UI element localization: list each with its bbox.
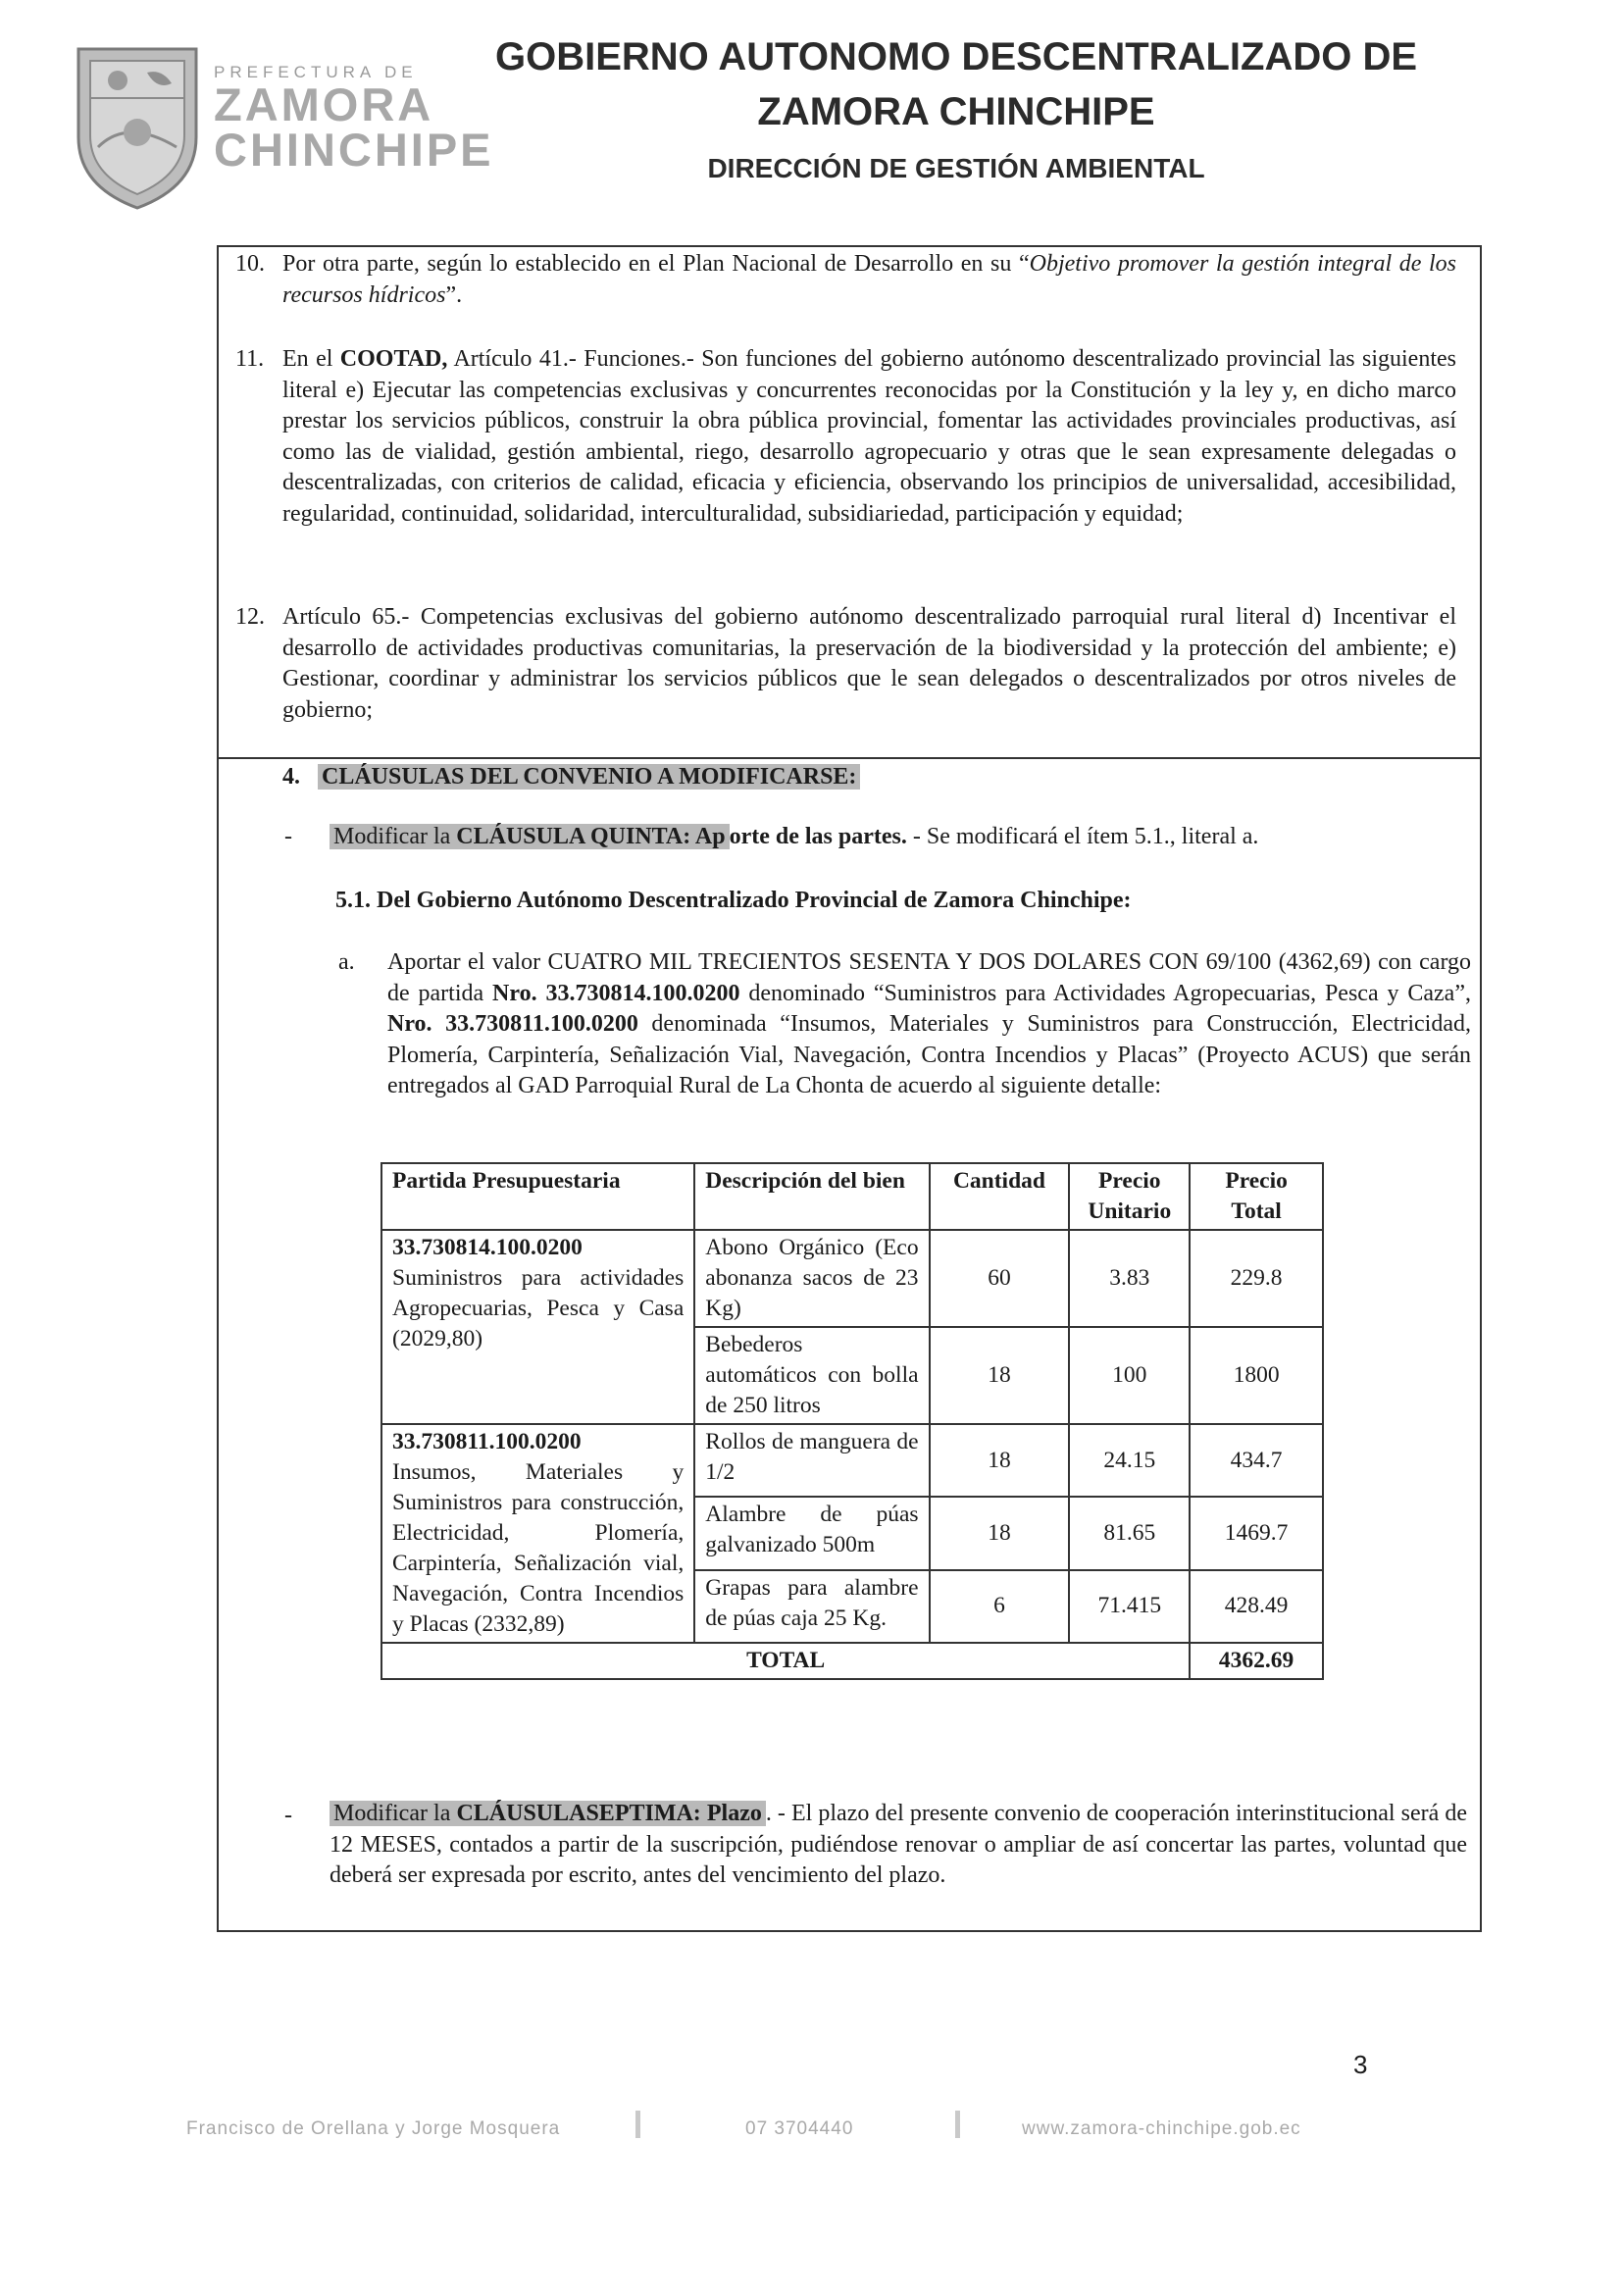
clause-5-dash: - xyxy=(284,824,292,849)
header-precio-unitario: Precio Unitario xyxy=(1069,1163,1190,1230)
unit-price-cell: 71.415 xyxy=(1069,1570,1190,1643)
desc-cell: Bebederos automáticos con bolla de 250 litros xyxy=(694,1327,929,1424)
letter-a: a. xyxy=(338,949,355,975)
partida-desc: Insumos, Materiales y Suministros para construcción, Electricidad, Plomería, Carpintería, Señalización vial, Navegación, Contra Incendios y Placas (2332,89) xyxy=(392,1459,685,1637)
title-line-2: ZAMORA CHINCHIPE xyxy=(757,90,1155,133)
document-subtitle: DIRECCIÓN DE GESTIÓN AMBIENTAL xyxy=(707,153,1205,183)
header-cantidad: Cantidad xyxy=(930,1163,1070,1230)
footer-separator xyxy=(635,2111,640,2138)
clause-5-hl-bold: CLÁUSULA QUINTA: Ap xyxy=(456,824,726,849)
qty-cell: 60 xyxy=(930,1230,1070,1327)
document-title xyxy=(461,29,1451,139)
unit-price-cell: 81.65 xyxy=(1069,1497,1190,1569)
qty-cell: 18 xyxy=(930,1424,1070,1497)
clause-7-hl-bold: CLÁUSULASEPTIMA: Plazo xyxy=(456,1801,762,1826)
item-12 xyxy=(235,602,1456,726)
logo-line-1: ZAMORA xyxy=(214,78,434,130)
item-text: Artículo 65.- Competencias exclusivas del gobierno autónomo descentralizado parroquial rural literal d) Incentivar el desarrollo de actividades productivas comunitarias, la preservación de la biodiversidad y la protección del ambiente; e) Gestionar, coordinar y administrar los servicios públicos que le sean delegados o descentralizados por otros niveles de gobierno; xyxy=(282,604,1456,723)
clause-5-paragraph xyxy=(387,947,1471,1102)
total-price-cell: 229.8 xyxy=(1190,1230,1323,1327)
partida-cell-1 xyxy=(381,1230,694,1424)
item-text-b: Artículo 41.- Funciones.- Son funciones del gobierno autónomo descentralizado provincial las siguientes literal e) Ejecutar las competencias exclusivas y concurrentes reconocidas por la Constitución y la ley y, en dicho marco prestar los servicios públicos, construir la obra pública provincial, fomentar las actividades provinciales productivas, así como las de vialidad, gestión ambiental, riego, desarrollo agropecuario y otras que le sean expresamente delegadas o descentralizadas, con criterios de calidad, eficacia y eficiencia, observando los principios de universalidad, accesibilidad, regularidad, continuidad, solidaridad, interculturalidad, subsidiariedad, participación y equidad; xyxy=(282,346,1456,527)
qty-cell: 18 xyxy=(930,1497,1070,1569)
item-number: 11. xyxy=(235,346,265,372)
item-text xyxy=(282,249,1456,311)
header-partida: Partida Presupuestaria xyxy=(381,1163,694,1230)
subheading-5-1: 5.1. Del Gobierno Autónomo Descentralizado Provincial de Zamora Chinchipe: xyxy=(335,888,1132,913)
partida-1: Nro. 33.730814.100.0200 xyxy=(492,980,740,1006)
item-text-italic: Objetivo promover la gestión integral de los recursos hídricos xyxy=(282,251,1456,308)
item-text-b: ”. xyxy=(445,281,463,308)
budget-detail-table xyxy=(381,1162,1324,1680)
qty-cell: 6 xyxy=(930,1570,1070,1643)
section-4-heading xyxy=(282,762,860,792)
frame-divider xyxy=(217,757,1482,759)
partida-2: Nro. 33.730811.100.0200 xyxy=(387,1011,638,1037)
clause-7-highlight xyxy=(330,1801,766,1826)
table-row xyxy=(381,1230,1323,1327)
footer-website: www.zamora-chinchipe.gob.ec xyxy=(1022,2118,1301,2139)
footer-phone: 07 3704440 xyxy=(745,2118,854,2139)
para-c: denominada “Insumos, Materiales y Suministros para Construcción, Electricidad, Plomería, Carpintería, Señalización Vial, Navegación, Contra Incendios y Placas” (Proyecto ACUS) que serán entregados al GAD Parroquial Rural de La Chonta de acuerdo al siguiente detalle: xyxy=(387,1011,1471,1098)
section-title: CLÁUSULAS DEL CONVENIO A MODIFICARSE: xyxy=(318,764,860,790)
unit-price-cell: 24.15 xyxy=(1069,1424,1190,1497)
logo-wordmark xyxy=(214,63,494,176)
clause-7-dash: - xyxy=(284,1803,292,1828)
item-text xyxy=(282,344,1456,530)
clause-7-rest: . - El plazo del presente convenio de cooperación interinstitucional será de 12 MESES, contados a partir de la suscripción, pudiéndose renovar o ampliar de así concertar las partes, voluntad que deberá ser expresada por escrito, antes del vencimiento del plazo. xyxy=(330,1801,1468,1888)
total-value: 4362.69 xyxy=(1190,1643,1323,1679)
partida-cell-2 xyxy=(381,1424,694,1643)
para-b: denominado “Suministros para Actividades Agropecuarias, Pesca y Caza”, xyxy=(739,980,1471,1006)
item-number: 10. xyxy=(235,251,265,277)
total-label: TOTAL xyxy=(381,1643,1190,1679)
clause-5-highlight xyxy=(330,824,730,849)
partida-desc: Suministros para actividades Agropecuarias, Pesca y Casa (2029,80) xyxy=(392,1265,685,1351)
partida-code: 33.730811.100.0200 xyxy=(392,1429,582,1454)
logo-small-text: PREFECTURA DE xyxy=(214,63,418,81)
table-total-row xyxy=(381,1643,1323,1679)
clause-7-modification xyxy=(330,1799,1467,1892)
qty-cell: 18 xyxy=(930,1327,1070,1424)
item-text-a: En el xyxy=(282,346,340,372)
table-row xyxy=(381,1424,1323,1497)
total-price-cell: 1800 xyxy=(1190,1327,1323,1424)
header-precio-total: Precio Total xyxy=(1190,1163,1323,1230)
item-10 xyxy=(235,249,1456,311)
table-header-row xyxy=(381,1163,1323,1230)
total-price-cell: 428.49 xyxy=(1190,1570,1323,1643)
header-descripcion: Descripción del bien xyxy=(694,1163,929,1230)
item-11 xyxy=(235,344,1456,530)
unit-price-cell: 3.83 xyxy=(1069,1230,1190,1327)
total-price-cell: 1469.7 xyxy=(1190,1497,1323,1569)
desc-cell: Abono Orgánico (Eco abonanza sacos de 23 Kg) xyxy=(694,1230,929,1327)
desc-cell: Alambre de púas galvanizado 500m xyxy=(694,1497,929,1569)
item-text-a: Por otra parte, según lo establecido en el Plan Nacional de Desarrollo en su “ xyxy=(282,251,1030,277)
unit-price-cell: 100 xyxy=(1069,1327,1190,1424)
prefectura-shield-logo xyxy=(69,39,206,216)
title-line-1: GOBIERNO AUTONOMO DESCENTRALIZADO DE xyxy=(494,35,1418,78)
item-number: 12. xyxy=(235,604,265,630)
footer-address: Francisco de Orellana y Jorge Mosquera xyxy=(186,2118,561,2139)
section-number: 4. xyxy=(282,764,300,790)
clause-5-bold-rest: orte de las partes. xyxy=(729,824,907,849)
partida-code: 33.730814.100.0200 xyxy=(392,1235,583,1260)
clause-5-rest: - Se modificará el ítem 5.1., literal a. xyxy=(906,824,1259,849)
para-a: Aportar el valor CUATRO MIL TRECIENTOS SESENTA Y DOS DOLARES CON 69/100 (4362,69) con cargo de partida xyxy=(387,949,1471,1006)
item-text-bold: COOTAD, xyxy=(339,346,448,372)
clause-7-hl-normal: Modificar la xyxy=(333,1801,457,1826)
clause-5-hl-normal: Modificar la xyxy=(333,824,457,849)
desc-cell: Rollos de manguera de 1/2 xyxy=(694,1424,929,1497)
clause-5-modification xyxy=(330,822,1467,852)
footer-separator xyxy=(955,2111,960,2138)
logo-line-2: CHINCHIPE xyxy=(214,124,494,176)
desc-cell: Grapas para alambre de púas caja 25 Kg. xyxy=(694,1570,929,1643)
total-price-cell: 434.7 xyxy=(1190,1424,1323,1497)
page-number: 3 xyxy=(1353,2050,1368,2079)
